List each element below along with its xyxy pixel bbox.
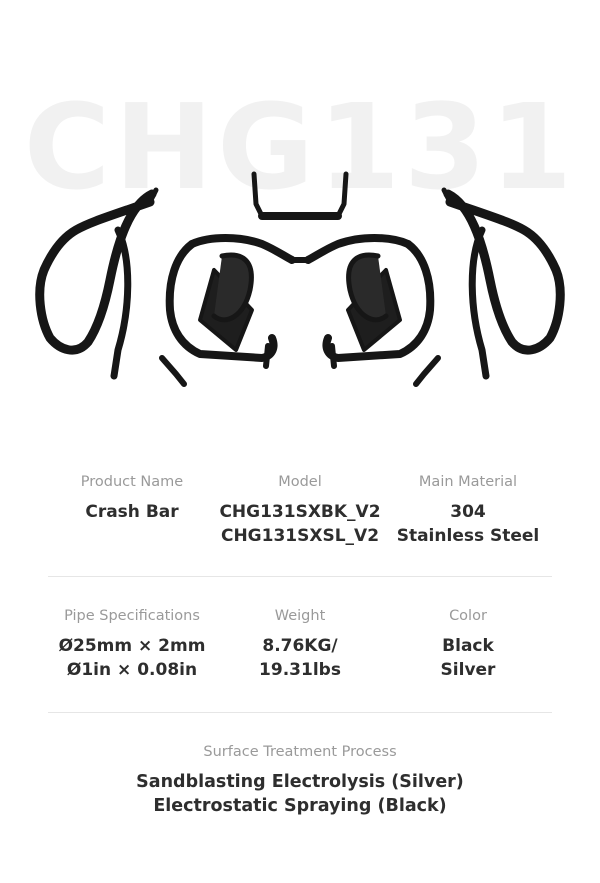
left-inner-bar-part [162, 238, 300, 384]
spec-row-product [48, 472, 552, 548]
spec-value-line: CHG131SXSL_V2 [220, 526, 380, 546]
spec-value-line: Black [442, 636, 494, 656]
spec-value-line: 8.76KG/ [262, 636, 338, 656]
spec-value-line: Electrostatic Spraying (Black) [153, 796, 447, 816]
spec-weight [216, 606, 384, 682]
spec-color [384, 606, 552, 682]
spec-value-line: Ø1in × 0.08in [66, 660, 198, 680]
spec-value [216, 500, 384, 548]
model-watermark: CHG131 [23, 78, 577, 216]
spec-model [216, 472, 384, 548]
spec-value-line: Sandblasting Electrolysis (Silver) [136, 772, 464, 792]
spec-value-line: Crash Bar [85, 502, 179, 522]
spec-value [48, 634, 216, 682]
product-hero [0, 0, 600, 430]
spec-product-name [48, 472, 216, 548]
spec-label: Model [278, 474, 322, 490]
spec-pipe [48, 606, 216, 682]
spec-value [48, 500, 216, 524]
divider [48, 576, 552, 577]
spec-value-line: CHG131SXBK_V2 [219, 502, 381, 522]
spec-label: Pipe Specifications [64, 608, 200, 624]
spec-label: Product Name [80, 474, 184, 490]
left-outer-bar-part [40, 190, 156, 376]
spec-main-material [384, 472, 552, 548]
spec-label: Color [449, 608, 487, 624]
crash-bar-parts-image [0, 160, 600, 410]
spec-label: Main Material [418, 474, 518, 490]
spec-value-line: 304 [450, 502, 486, 522]
right-inner-bar-part [300, 238, 438, 384]
spec-value [216, 634, 384, 682]
spec-value-line: 19.31lbs [259, 660, 341, 680]
right-outer-bar-part [444, 190, 560, 376]
top-bracket-part [254, 174, 346, 216]
spec-value-line: Ø25mm × 2mm [58, 636, 206, 656]
spec-value-line: Silver [440, 660, 496, 680]
spec-label: Weight [274, 608, 326, 624]
divider [48, 712, 552, 713]
spec-value [384, 500, 552, 548]
spec-value-line: Stainless Steel [396, 526, 540, 546]
spec-value [384, 634, 552, 682]
spec-row-physical [48, 606, 552, 682]
spec-value [0, 770, 600, 818]
spec-label: Surface Treatment Process [203, 744, 397, 760]
spec-surface-treatment [0, 742, 600, 818]
